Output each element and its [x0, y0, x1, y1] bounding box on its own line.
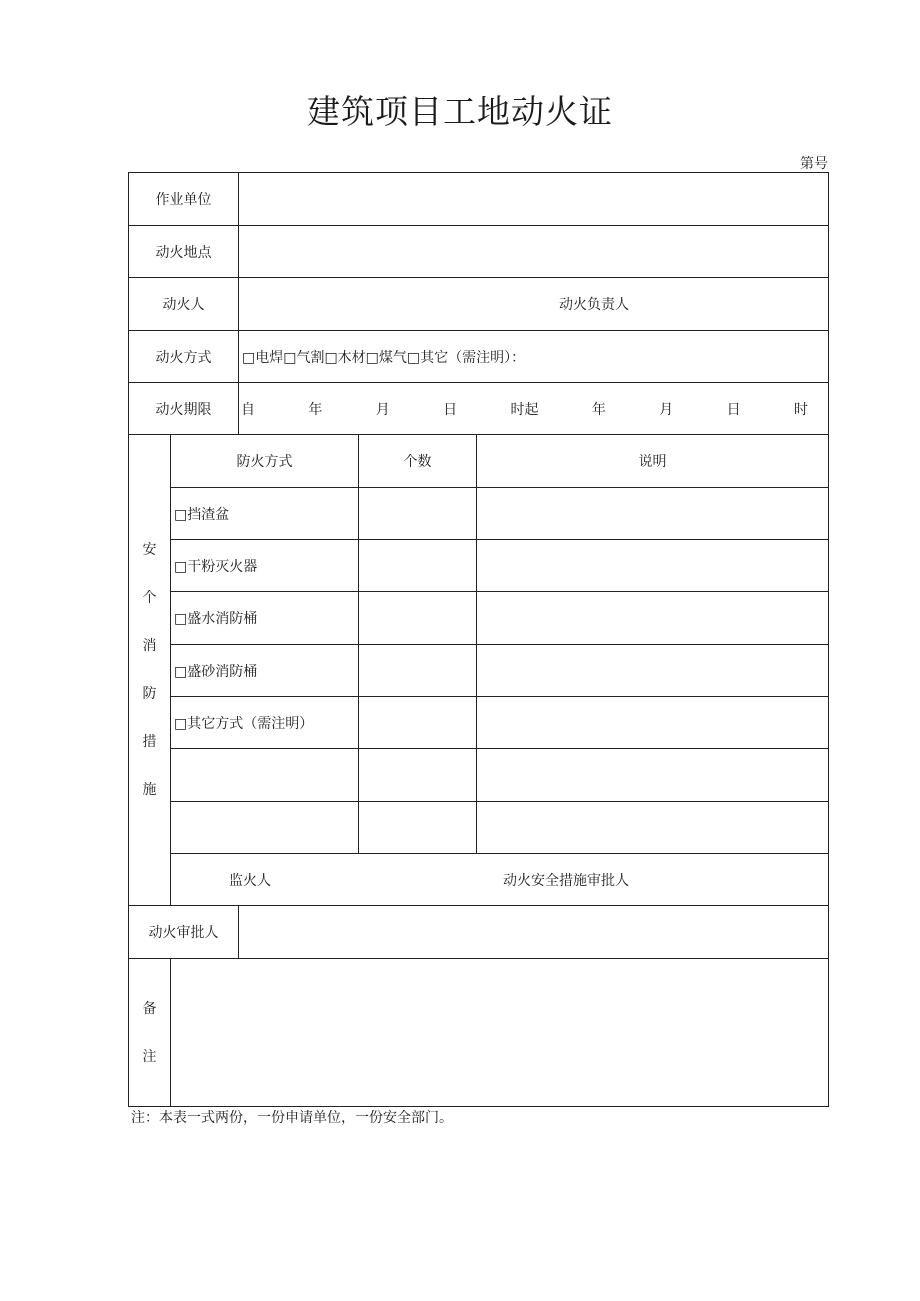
hot-work-person-field[interactable]: [239, 278, 829, 331]
date-day-end: 日: [726, 401, 741, 418]
safety-measures-side-label: 安 个 消 防 措 施: [129, 435, 171, 906]
date-hour-start: 时起: [510, 401, 539, 418]
serial-number-label: 第号: [800, 156, 828, 172]
remarks-field[interactable]: [171, 959, 829, 1107]
footnote: 注：本表一式两份，一份申请单位，一份安全部门。: [131, 1110, 453, 1126]
description-cell[interactable]: [477, 488, 829, 540]
date-from: 自: [241, 401, 255, 418]
item-dry-powder-extinguisher[interactable]: □干粉灭火器: [171, 540, 359, 592]
hot-work-permit-form: [128, 172, 829, 1107]
date-year-end: 年: [591, 401, 606, 418]
count-cell[interactable]: [359, 697, 477, 749]
description-cell[interactable]: [477, 645, 829, 697]
description-cell[interactable]: [477, 802, 829, 854]
description-cell[interactable]: [477, 592, 829, 645]
description-cell[interactable]: [477, 697, 829, 749]
period-field[interactable]: [239, 383, 829, 435]
blank-method-cell[interactable]: [171, 749, 359, 802]
hot-work-person-label: 动火人: [129, 278, 239, 331]
approver-field[interactable]: [239, 906, 829, 959]
date-range: [239, 399, 828, 419]
date-month-start: 月: [375, 401, 390, 418]
count-cell[interactable]: [359, 749, 477, 802]
safety-approver-label: 动火安全措施审批人: [503, 872, 629, 889]
header-protection-method: 防火方式: [171, 435, 359, 488]
work-unit-field[interactable]: [239, 173, 829, 226]
responsible-person-label: 动火负责人: [559, 297, 629, 313]
item-other-method[interactable]: □其它方式（需注明）: [171, 697, 359, 749]
method-options[interactable]: □电焊□气割□木材□煤气□其它（需注明）：: [239, 331, 829, 383]
remarks-label: 备 注: [129, 959, 171, 1107]
period-label: 动火期限: [129, 383, 239, 435]
count-cell[interactable]: [359, 802, 477, 854]
date-hour-end: 时: [794, 401, 808, 418]
date-month-end: 月: [659, 401, 674, 418]
blank-method-cell[interactable]: [171, 802, 359, 854]
header-description: 说明: [477, 435, 829, 488]
method-label: 动火方式: [129, 331, 239, 383]
date-year-start: 年: [308, 401, 323, 418]
count-cell[interactable]: [359, 540, 477, 592]
item-sand-bucket[interactable]: □盛砂消防桶: [171, 645, 359, 697]
count-cell[interactable]: [359, 645, 477, 697]
approver-label: 动火审批人: [129, 906, 239, 959]
signature-row[interactable]: [171, 854, 829, 906]
location-field[interactable]: [239, 226, 829, 278]
description-cell[interactable]: [477, 540, 829, 592]
page-title: 建筑项目工地动火证: [307, 92, 613, 131]
header-count: 个数: [359, 435, 477, 488]
item-water-bucket[interactable]: □盛水消防桶: [171, 592, 359, 645]
description-cell[interactable]: [477, 749, 829, 802]
item-slag-basin[interactable]: □挡渣盆: [171, 488, 359, 540]
count-cell[interactable]: [359, 488, 477, 540]
work-unit-label: 作业单位: [129, 173, 239, 226]
date-day-start: 日: [443, 401, 458, 418]
location-label: 动火地点: [129, 226, 239, 278]
fire-watcher-label: 监火人: [229, 872, 271, 889]
count-cell[interactable]: [359, 592, 477, 645]
